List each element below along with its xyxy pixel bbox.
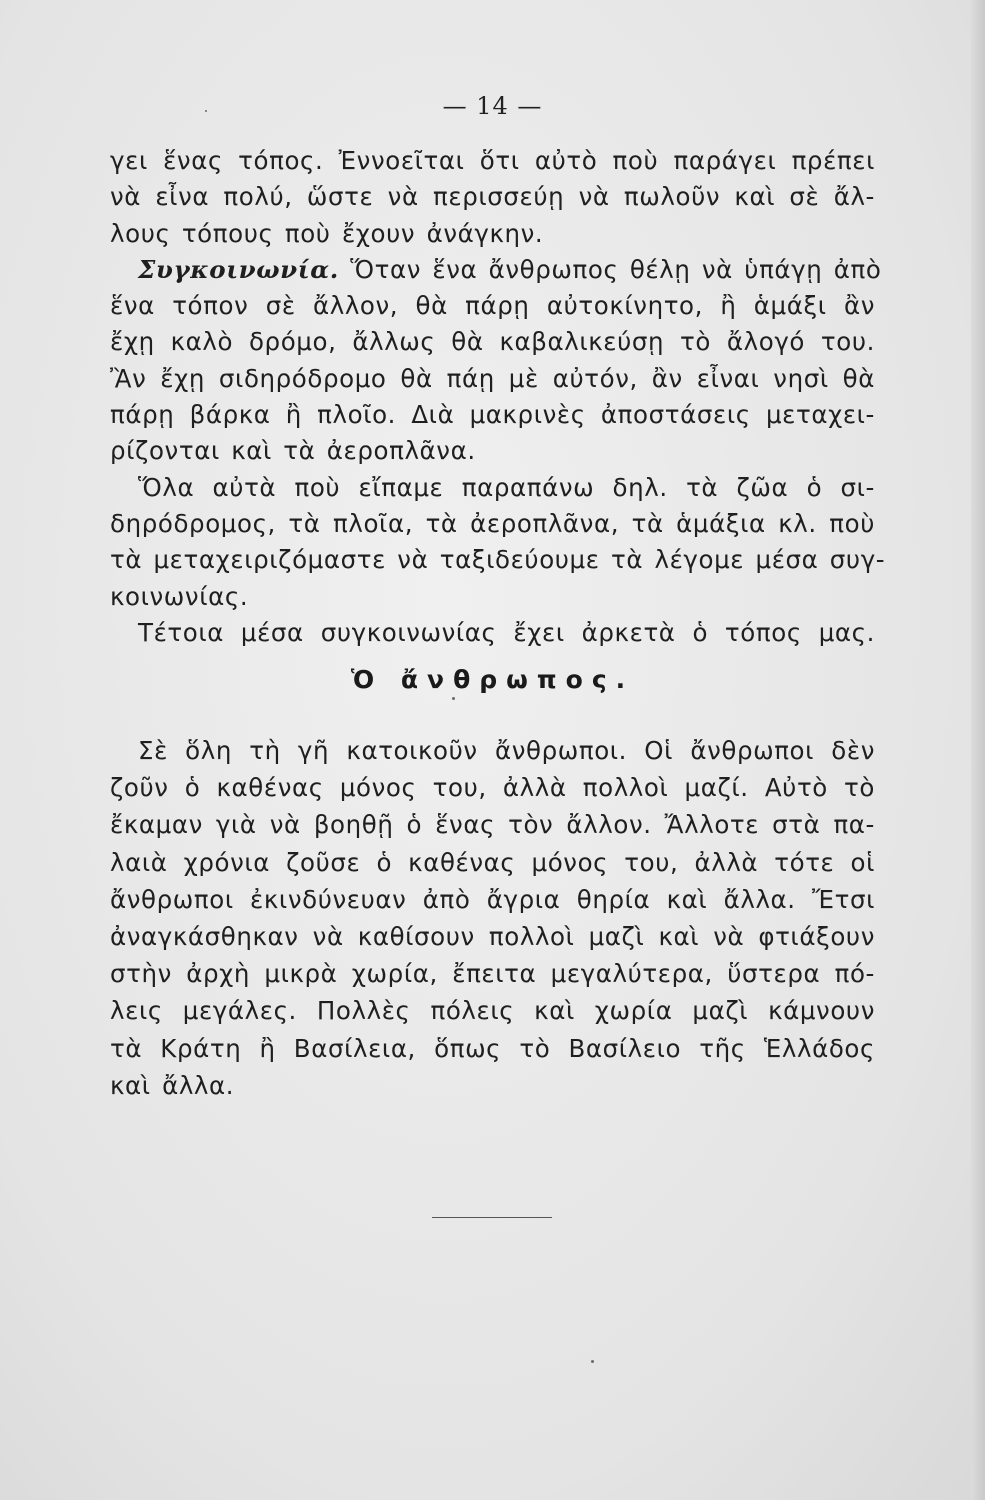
text-line: δηρόδρομος, τὰ πλοῖα, τὰ ἀεροπλᾶνα, τὰ ἁμάξια κλ. ποὺ <box>110 508 875 538</box>
text-line: γει ἕνας τόπος. Ἐννοεῖται ὅτι αὐτὸ ποὺ παράγει πρέπει <box>110 146 875 175</box>
body-text-block <box>110 143 886 651</box>
text-line: ρίζονται καὶ τὰ ἀεροπλᾶνα. <box>110 436 476 466</box>
paper-speck <box>205 110 207 112</box>
paper-speck <box>591 1360 594 1363</box>
text-line: τὰ μεταχειριζόμαστε νὰ ταξιδεύουμε τὰ λέγομε μέσα συγ- <box>110 545 886 575</box>
text-line: στὴν ἀρχὴ μικρὰ χωρία, ἔπειτα μεγαλύτερα, ὕστερα πό- <box>110 959 875 989</box>
text-line: πάρῃ βάρκα ἢ πλοῖο. Διὰ μακρινὲς ἀποστάσεις μεταχει- <box>110 400 875 430</box>
page-edge <box>971 0 985 1500</box>
text-line: ἄνθρωποι ἐκινδύνευαν ἀπὸ ἄγρια θηρία καὶ ἄλλα. Ἔτσι <box>110 884 875 914</box>
text-line: ἕνα τόπον σὲ ἄλλον, θὰ πάρῃ αὐτοκίνητο, ἢ ἁμάξι ἂν <box>110 291 875 321</box>
text-line: κοινωνίας. <box>110 581 249 611</box>
text-line: ἀναγκάσθηκαν νὰ καθίσουν πολλοὶ μαζὶ καὶ νὰ φτιάξουν <box>110 921 875 951</box>
section-heading-human: Ὁ ἄνθρωπος. <box>350 665 635 694</box>
body-text-block <box>110 732 875 1104</box>
text-line: λεις μεγάλες. Πολλὲς πόλεις καὶ χωρία μαζὶ κάμνουν <box>110 996 875 1026</box>
text-line: Σὲ ὅλη τὴ γῆ κατοικοῦν ἄνθρωποι. Οἱ ἄνθρωποι δὲν <box>138 736 875 765</box>
text-line: λους τόπους ποὺ ἔχουν ἀνάγκην. <box>110 218 544 248</box>
paragraph-first-line <box>110 252 882 288</box>
text-line: Τέτοια μέσα συγκοινωνίας ἔχει ἀρκετὰ ὁ τόπος μας. <box>138 617 875 647</box>
text-line: Ἂν ἔχῃ σιδηρόδρομο θὰ πάῃ μὲ αὐτόν, ἂν εἶναι νησὶ θὰ <box>110 363 875 393</box>
text-line: ζοῦν ὁ καθένας μόνος του, ἀλλὰ πολλοὶ μαζί. Αὐτὸ τὸ <box>110 773 875 803</box>
text-line: ἔκαμαν γιὰ νὰ βοηθῇ ὁ ἕνας τὸν ἄλλον. Ἄλλοτε στὰ πα- <box>110 810 875 840</box>
paper-speck <box>452 697 455 700</box>
text-line: ἔχῃ καλὸ δρόμο, ἄλλως θὰ καβαλικεύσῃ τὸ ἄλογό του. <box>110 327 875 357</box>
text-line: καὶ ἄλλα. <box>110 1070 235 1100</box>
text-line: λαιὰ χρόνια ζοῦσε ὁ καθένας μόνος του, ἀλλὰ τότε οἱ <box>110 847 875 877</box>
text-line: νὰ εἶνα πολύ, ὥστε νὰ περισσεύῃ νὰ πωλοῦν καὶ σὲ ἄλ- <box>110 182 875 212</box>
text-line-fragment: Ὅταν ἕνα ἄνθρωπος θέλῃ νὰ ὑπάγῃ ἀπὸ <box>350 254 882 284</box>
section-heading-transport: Συγκοινωνία. <box>138 254 339 284</box>
text-line: Ὅλα αὐτὰ ποὺ εἴπαμε παραπάνω δηλ. τὰ ζῶα ὁ σι- <box>138 472 875 502</box>
end-divider <box>432 1217 552 1218</box>
text-line: τὰ Κράτη ἢ Βασίλεια, ὅπως τὸ Βασίλειο τῆς Ἑλλάδος <box>110 1033 875 1063</box>
page-number: — 14 — <box>442 92 543 120</box>
